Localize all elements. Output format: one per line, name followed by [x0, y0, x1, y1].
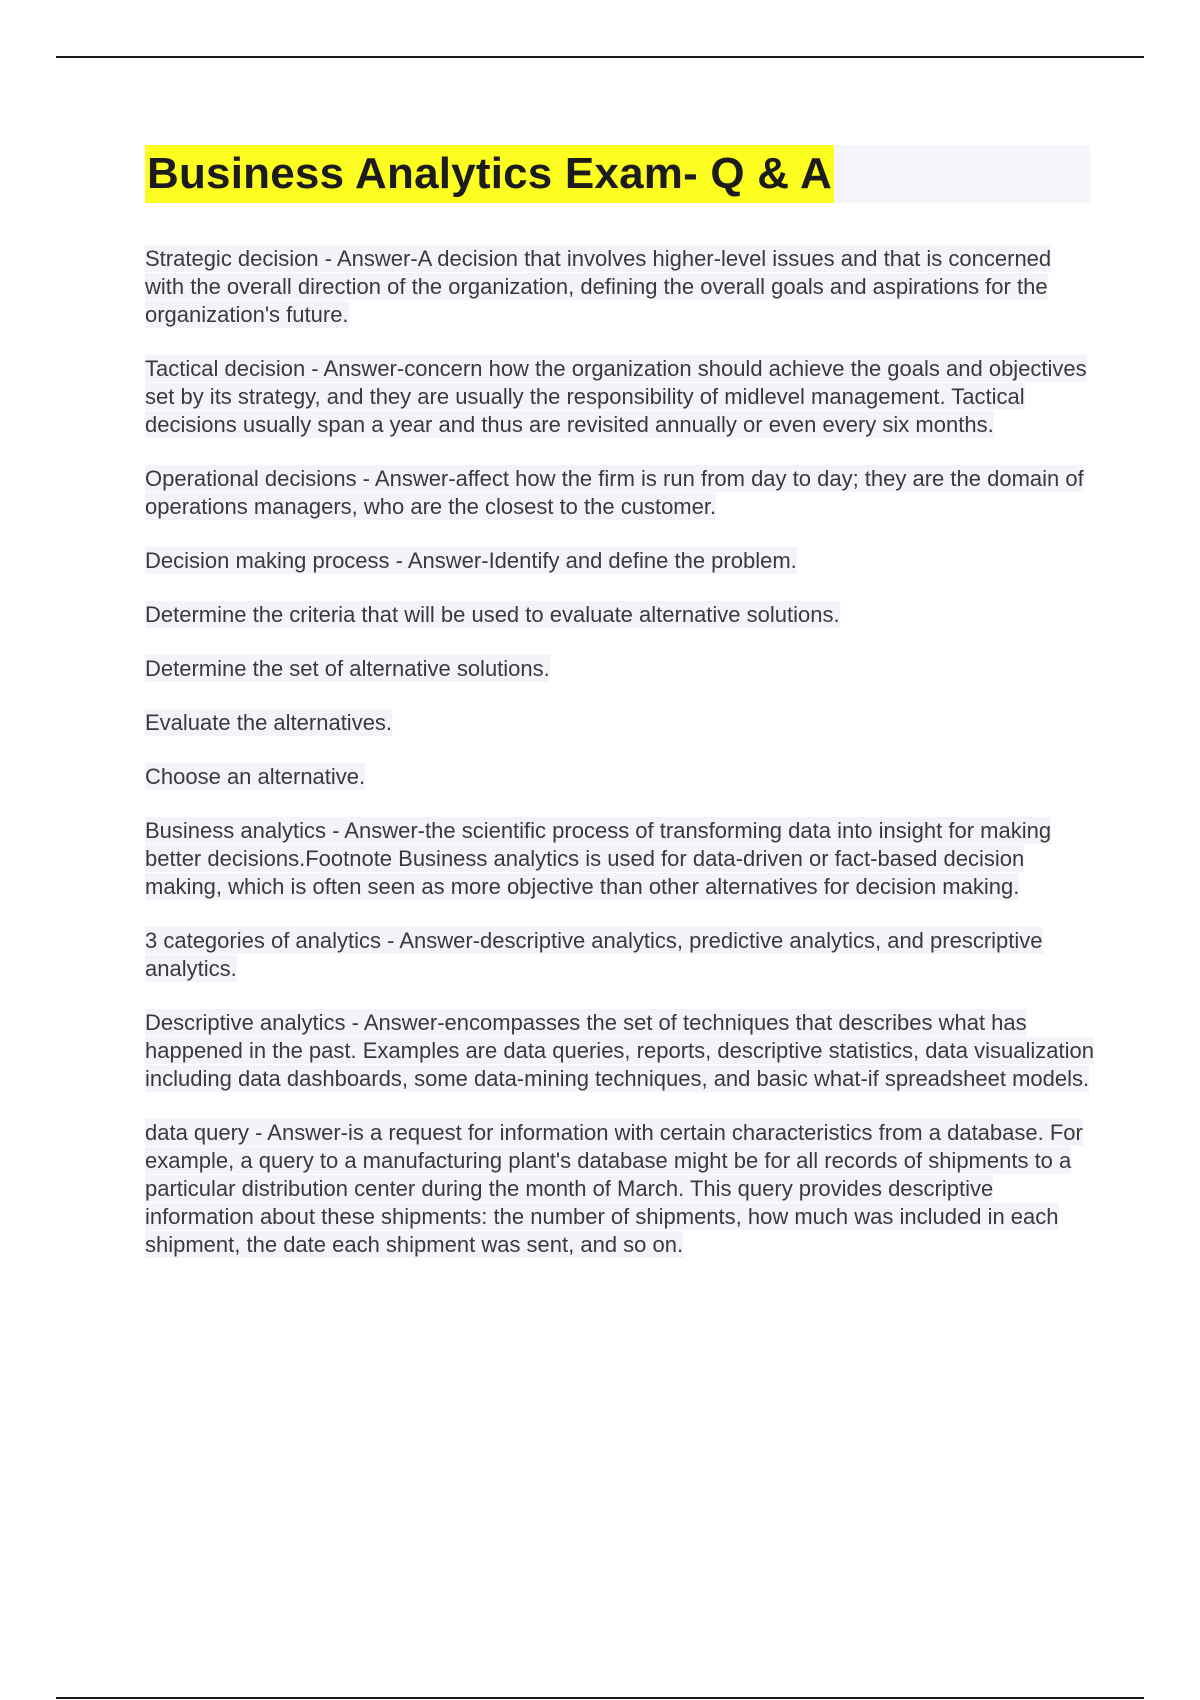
paragraph-text: data query - Answer-is a request for information with certain characteristics from a database. For example, a query to a manufacturing plant's database might be for all records of shipments to a particular distribution center during the month of March. This query provides descriptive information about these shipments: the number of shipments, how much was included in each shipment, the date each shipment was sent, and so on.: [145, 1120, 1083, 1257]
qa-business-analytics: [145, 817, 1095, 901]
top-rule: [56, 56, 1144, 58]
paragraph-text: Operational decisions - Answer-affect how the firm is run from day to day; they are the domain of operations managers, who are the closest to the customer.: [145, 466, 1084, 519]
paragraph-text: Choose an alternative.: [145, 764, 366, 789]
paragraph-text: Decision making process - Answer-Identify and define the problem.: [145, 548, 797, 573]
qa-categories-of-analytics: [145, 927, 1095, 983]
paragraph-text: Determine the criteria that will be used to evaluate alternative solutions.: [145, 602, 840, 627]
paragraph-text: Determine the set of alternative solutions.: [145, 656, 550, 681]
paragraph-text: Strategic decision - Answer-A decision that involves higher-level issues and that is concerned with the overall direction of the organization, defining the overall goals and aspirations for the organization's future.: [145, 246, 1052, 327]
process-step-evaluate: [145, 709, 1095, 737]
paragraph-text: Evaluate the alternatives.: [145, 710, 393, 735]
qa-tactical-decision: [145, 355, 1095, 439]
paragraph-text: 3 categories of analytics - Answer-descriptive analytics, predictive analytics, and prescriptive analytics.: [145, 928, 1043, 981]
process-step-alternatives: [145, 655, 1095, 683]
bottom-rule: [56, 1697, 1144, 1699]
qa-descriptive-analytics: [145, 1009, 1095, 1093]
qa-decision-making-process: [145, 547, 1095, 575]
qa-operational-decisions: [145, 465, 1095, 521]
qa-strategic-decision: [145, 245, 1095, 329]
paragraph-text: Descriptive analytics - Answer-encompasses the set of techniques that describes what has happened in the past. Examples are data queries, reports, descriptive statistics, data visualization including data dashboards, some data-mining techniques, and basic what-if spreadsheet models.: [145, 1010, 1094, 1091]
document-body: [145, 245, 1095, 1285]
process-step-choose: [145, 763, 1095, 791]
page-title: Business Analytics Exam- Q & A: [145, 145, 834, 203]
paragraph-text: Tactical decision - Answer-concern how the organization should achieve the goals and objectives set by its strategy, and they are usually the responsibility of midlevel management. Tactical decisions usually span a year and thus are revisited annually or even every six months.: [145, 356, 1087, 437]
paragraph-text: Business analytics - Answer-the scientific process of transforming data into insight for making better decisions.Footnote Business analytics is used for data-driven or fact-based decision making, which is often seen as more objective than other alternatives for decision making.: [145, 818, 1052, 899]
qa-data-query: [145, 1119, 1095, 1259]
process-step-criteria: [145, 601, 1095, 629]
